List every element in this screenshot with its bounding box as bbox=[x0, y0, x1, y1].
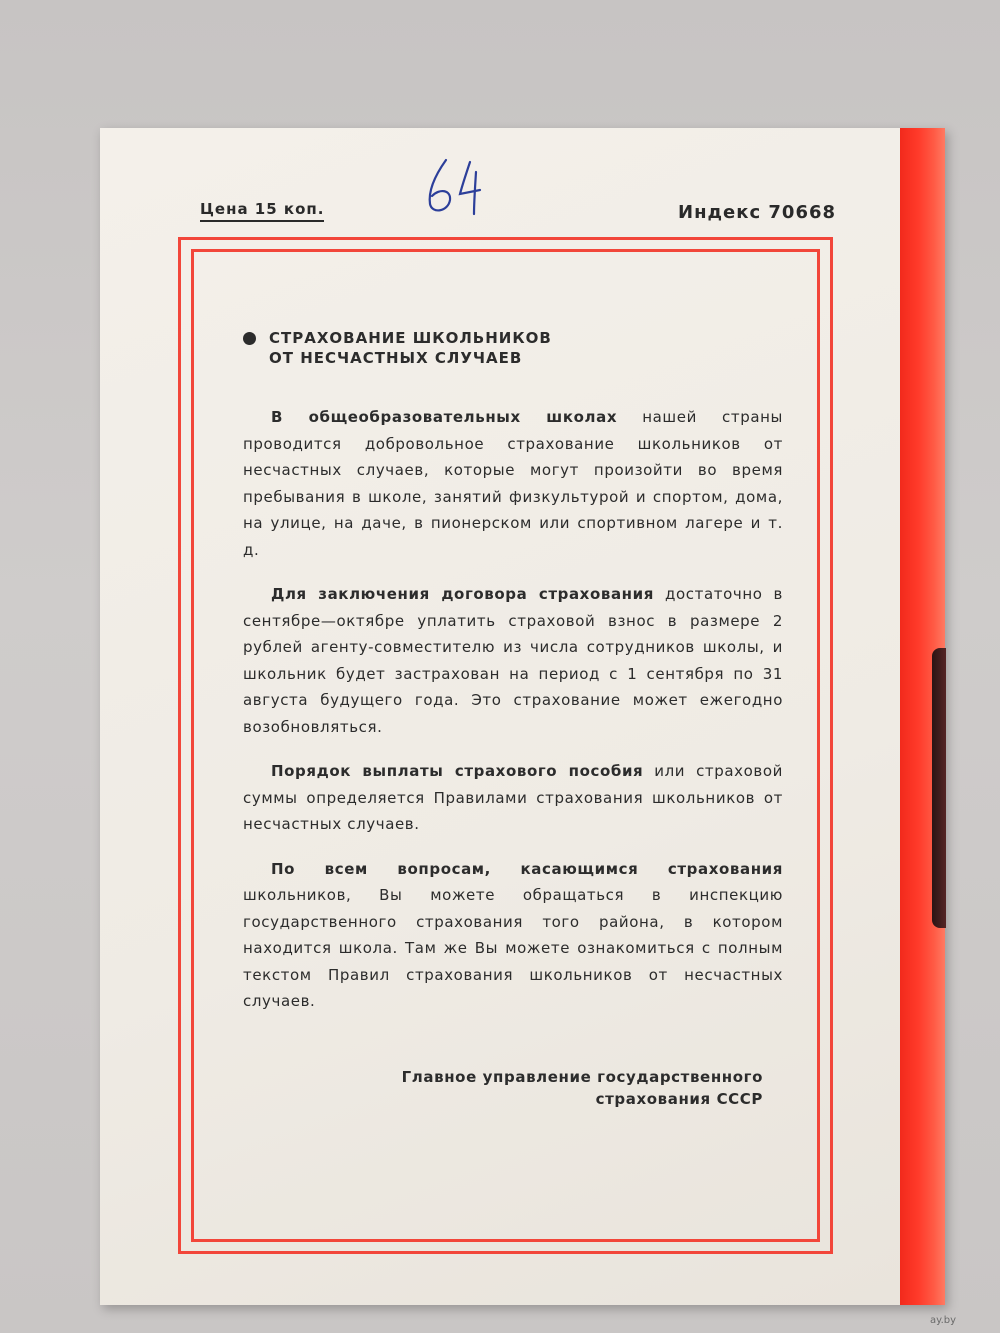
issuer-line1: Главное управление государственного bbox=[401, 1068, 763, 1086]
paragraph-text: школьников, Вы можете обращаться в инспекцию государственного страхования того района, в котором находится школа. Там же Вы можете ознакомиться с полным текстом Правил страхования школьников от несчастных случаев. bbox=[243, 886, 783, 1010]
paragraph-lead: Для заключения договора страхования bbox=[271, 585, 654, 603]
issuer-signature bbox=[373, 1066, 763, 1110]
notice-title-line2: ОТ НЕСЧАСТНЫХ СЛУЧАЕВ bbox=[269, 349, 523, 367]
paragraph-contract bbox=[243, 581, 783, 740]
notice-title bbox=[269, 328, 783, 368]
paragraph-lead: По всем вопросам, касающимся страхования bbox=[271, 859, 783, 878]
site-watermark: ay.by bbox=[930, 1315, 957, 1326]
price-label: Цена 15 коп. bbox=[200, 200, 324, 222]
paragraph-schools bbox=[243, 404, 783, 563]
paragraph-text: или страховой суммы определяется Правилами страхования школьников от несчастных случаев. bbox=[243, 762, 783, 833]
paragraph-lead: В общеобразовательных школах bbox=[271, 408, 618, 426]
booklet-back-cover bbox=[100, 128, 945, 1305]
paragraph-text: нашей страны проводится добровольное страхование школьников от несчастных случаев, которые могут произойти во время пребывания в школе, занятий физкультурой и спортом, дома, на улице, на даче, в пионерском или спортивном лагере и т. д. bbox=[243, 408, 783, 559]
paragraph-text: достаточно в сентябре—октябре уплатить страховой взнос в размере 2 рублей агенту-совместителю из числа сотрудников школы, и школьник будет застрахован на период с 1 сентября по 31 августа будущего года. Это страхование может ежегодно возобновляться. bbox=[243, 585, 783, 736]
notice-content bbox=[243, 328, 783, 1033]
handwritten-number bbox=[418, 148, 488, 218]
paragraph-payment bbox=[243, 758, 783, 838]
issuer-line2: страхования СССР bbox=[595, 1090, 763, 1108]
paragraph-questions bbox=[243, 856, 783, 1015]
red-spine bbox=[900, 128, 945, 1305]
index-label: Индекс 70668 bbox=[678, 202, 837, 223]
bullet-icon bbox=[243, 332, 256, 345]
paragraph-lead: Порядок выплаты страхового пособия bbox=[271, 762, 644, 780]
binding-edge bbox=[932, 648, 946, 928]
notice-title-line1: СТРАХОВАНИЕ ШКОЛЬНИКОВ bbox=[269, 329, 552, 347]
cover-page bbox=[100, 128, 900, 1305]
